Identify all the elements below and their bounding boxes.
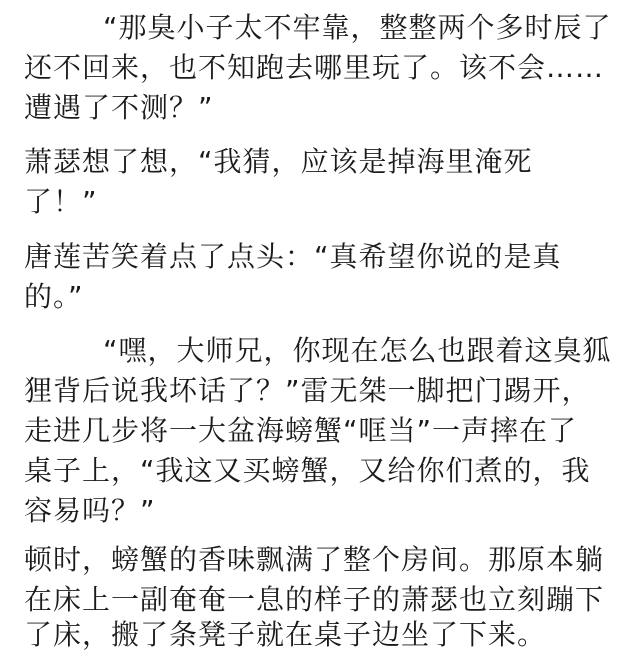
text-line: 走进几步将一大盆海螃蟹“哐当”一声摔在了 xyxy=(24,414,578,447)
text-line: 萧瑟想了想，“我猜，应该是掉海里淹死 xyxy=(24,145,533,178)
text-line: 桌子上，“我这又买螃蟹，又给你们煮的，我 xyxy=(24,454,591,487)
text-line: 容易吗？” xyxy=(24,494,156,527)
text-line: 唐莲苦笑着点了点头：“真希望你说的是真 xyxy=(24,240,562,273)
text-line: 狸背后说我坏话了？”雷无桀一脚把门踢开， xyxy=(24,374,591,407)
text-line: 还不回来，也不知跑去哪里玩了。该不会…… xyxy=(24,51,605,84)
text-line: “嘿，大师兄，你现在怎么也跟着这臭狐 xyxy=(103,334,612,367)
text-line: 了！” xyxy=(24,185,98,218)
text-line: 在床上一副奄奄一息的样子的萧瑟也立刻蹦下 xyxy=(24,583,605,616)
text-line: 顿时，螃蟹的香味飘满了整个房间。那原本躺 xyxy=(24,543,605,576)
text-line: “那臭小子太不牢靠，整整两个多时辰了 xyxy=(103,11,612,44)
text-line: 遭遇了不测？” xyxy=(24,91,214,124)
text-line: 了床，搬了条凳子就在桌子边坐了下来。 xyxy=(24,618,547,651)
text-line: 的。” xyxy=(24,280,84,313)
